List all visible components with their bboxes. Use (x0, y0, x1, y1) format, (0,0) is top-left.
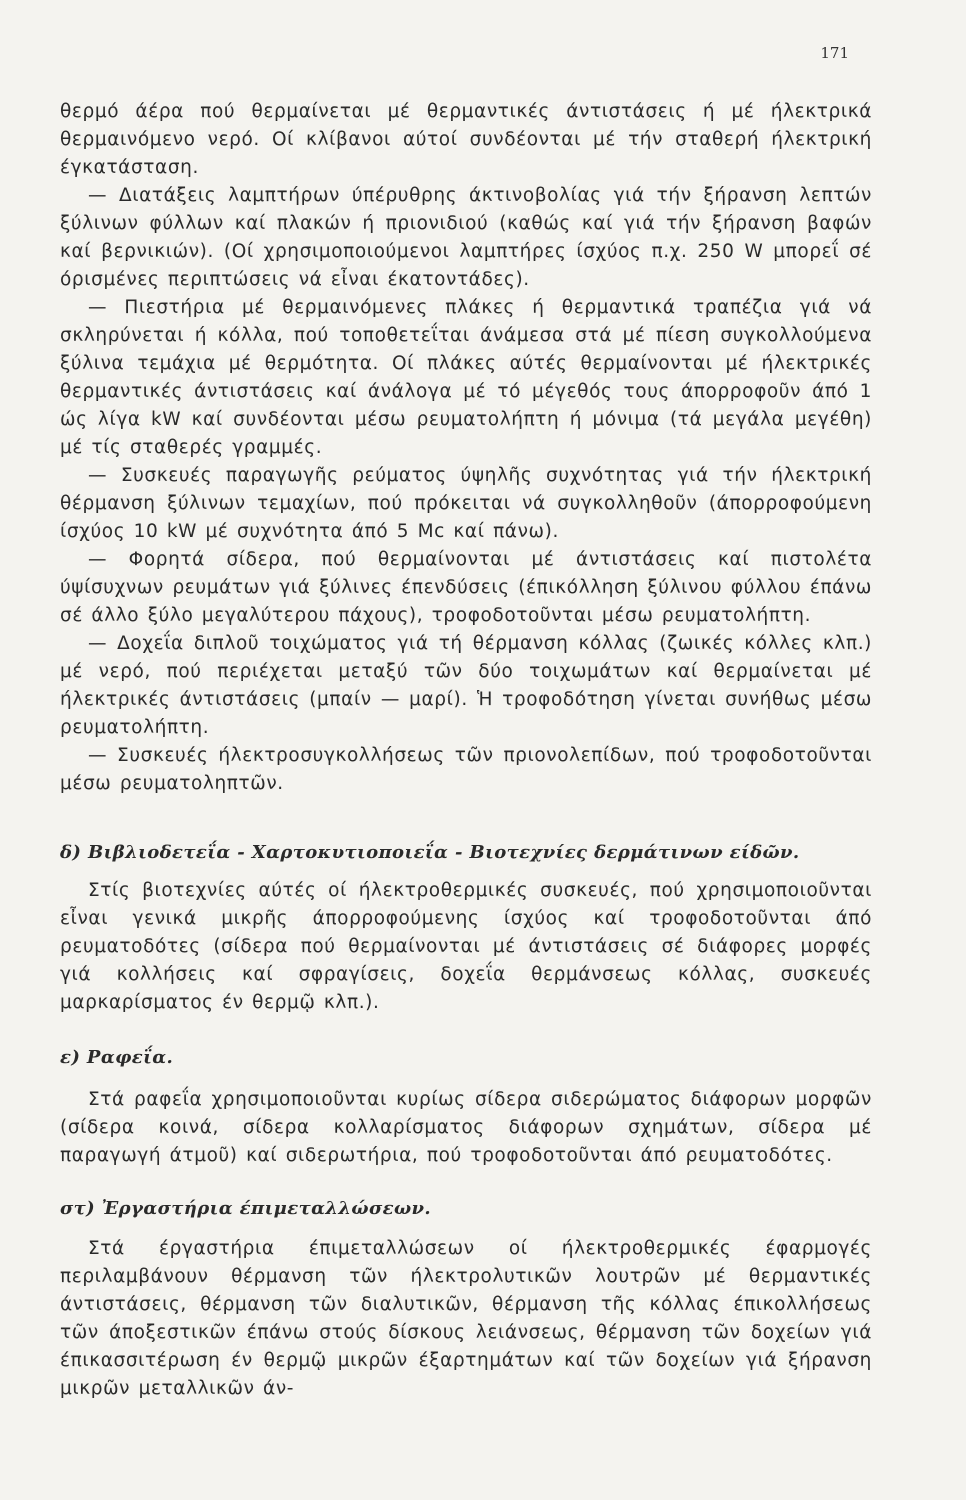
list-item-portable-irons: — Φορητά σίδερα, πού θερμαίνονται μέ άντιστάσεις καί πιστολέτα ύψίσυχνων ρευμάτων γιά ξύλινες έπενδύσεις (έπικόλληση ξύλινου φύλλου έπάνω σέ άλλο ξύλο μεγαλύτερου πάχους), τροφοδοτοῦνται μέσω ρευματολήπτη. (60, 549, 872, 626)
section-text-bookbinding: Στίς βιοτεχνίες αύτές οί ήλεκτροθερμικές συσκευές, πού χρησιμοποιοῦνται εἶναι γενικά μικρῆς άπορροφούμενης ίσχύος καί τροφοδοτοῦνται άπό ρευματοδότες (σίδερα πού θερμαίνονται μέ άντιστάσεις σέ διάφορες μορφές γιά κολλήσεις καί σφραγίσεις, δοχεΐα θερμάνσεως κόλλας, συσκευές μαρκαρίσματος έν θερμῷ κλπ.). (60, 880, 872, 1013)
list-item-saw-blade-welders: — Συσκευές ήλεκτροσυγκολλήσεως τῶν πριονολεπίδων, πού τροφοδοτοῦνται μέσω ρευματοληπτῶν. (60, 745, 872, 794)
section-heading-bookbinding: δ) Βιβλιοδετεΐα - Χαρτοκυτιοποιεΐα - Βιοτεχνίες δερμάτινων είδῶν. (60, 842, 800, 863)
list-item-high-frequency-devices: — Συσκευές παραγωγῆς ρεύματος ύψηλῆς συχνότητας γιά τήν ήλεκτρική θέρμανση ξύλινων τεμαχίων, πού πρόκειται νά συγκολληθοῦν (άπορροφούμενη ίσχύος 10 kW μέ συχνότητα άπό 5 Mc καί πάνω). (60, 465, 872, 542)
section-heading-tailoring: ε) Ραφεΐα. (60, 1047, 174, 1068)
list-item-heated-presses: — Πιεστήρια μέ θερμαινόμενες πλάκες ή θερμαντικά τραπέζια γιά νά σκληρύνεται ή κόλλα, πού τοποθετεΐται άνάμεσα στά μέ πίεση συγκολλούμενα ξύλινα τεμάχια μέ θερμότητα. Οί πλάκες αύτές θερμαίνονται μέ ήλεκτρικές θερμαντικές άντιστάσεις καί άνάλογα μέ τό μέγεθός τους άπορροφοῦν άπό 1 ώς λίγα kW καί συνδέονται μέσω ρευματολήπτη ή μόνιμα (τά μεγάλα μεγέθη) μέ τίς σταθερές γραμμές. (60, 297, 872, 458)
section-text-plating: Στά έργαστήρια έπιμεταλλώσεων οί ήλεκτροθερμικές έφαρμογές περιλαμβάνουν θέρμανση τῶν ήλεκτρολυτικῶν λουτρῶν μέ θερμαντικές άντιστάσεις, θέρμανση τῶν διαλυτικῶν, θέρμανση τῆς κόλλας έπικολλήσεως τῶν άποξεστικῶν έπάνω στούς δίσκους λειάνσεως, θέρμανση τῶν δοχείων γιά έπικασσιτέρωση έν θερμῷ μικρῶν έξαρτημάτων καί τῶν δοχείων γιά ξήρανση μικρῶν μεταλλικῶν άν- (60, 1238, 872, 1399)
section-heading-plating: στ) Ἐργαστήρια έπιμεταλλώσεων. (60, 1198, 432, 1219)
body-text (60, 98, 872, 1403)
list-item-infrared-lamps: — Διατάξεις λαμπτήρων ύπέρυθρης άκτινοβολίας γιά τήν ξήρανση λεπτών ξύλινων φύλλων καί πλακών ή πριονιδιού (καθώς καί γιά τήν ξήρανση βαφών καί βερνικιών). (Οί χρησιμοποιούμενοι λαμπτήρες ίσχύος π.χ. 250 W μπορεΐ σέ όρισμένες περιπτώσεις νά εἶναι έκατοντάδες). (60, 185, 872, 290)
page-number: 171 (820, 44, 849, 62)
intro-continuation: θερμό άέρα πού θερμαίνεται μέ θερμαντικές άντιστάσεις ή μέ ήλεκτρικά θερμαινόμενο νερό. Οί κλίβανοι αύτοί συνδέονται μέ τήν σταθερή ήλεκτρική έγκατάσταση. (60, 101, 872, 178)
section-text-tailoring: Στά ραφεΐα χρησιμοποιοῦνται κυρίως σίδερα σιδερώματος διάφορων μορφῶν (σίδερα κοινά, σίδερα κολλαρίσματος διάφορων σχημάτων, σίδερα μέ παραγωγή άτμοῦ) καί σιδερωτήρια, πού τροφοδοτοῦνται άπό ρευματοδότες. (60, 1089, 872, 1166)
list-item-double-wall-vessels: — Δοχεΐα διπλοῦ τοιχώματος γιά τή θέρμανση κόλλας (ζωικές κόλλες κλπ.) μέ νερό, πού περιέχεται μεταξύ τῶν δύο τοιχωμάτων καί θερμαίνεται μέ ήλεκτρικές άντιστάσεις (μπαίν — μαρί). Ἡ τροφοδότηση γίνεται συνήθως μέσω ρευματολήπτη. (60, 633, 872, 738)
